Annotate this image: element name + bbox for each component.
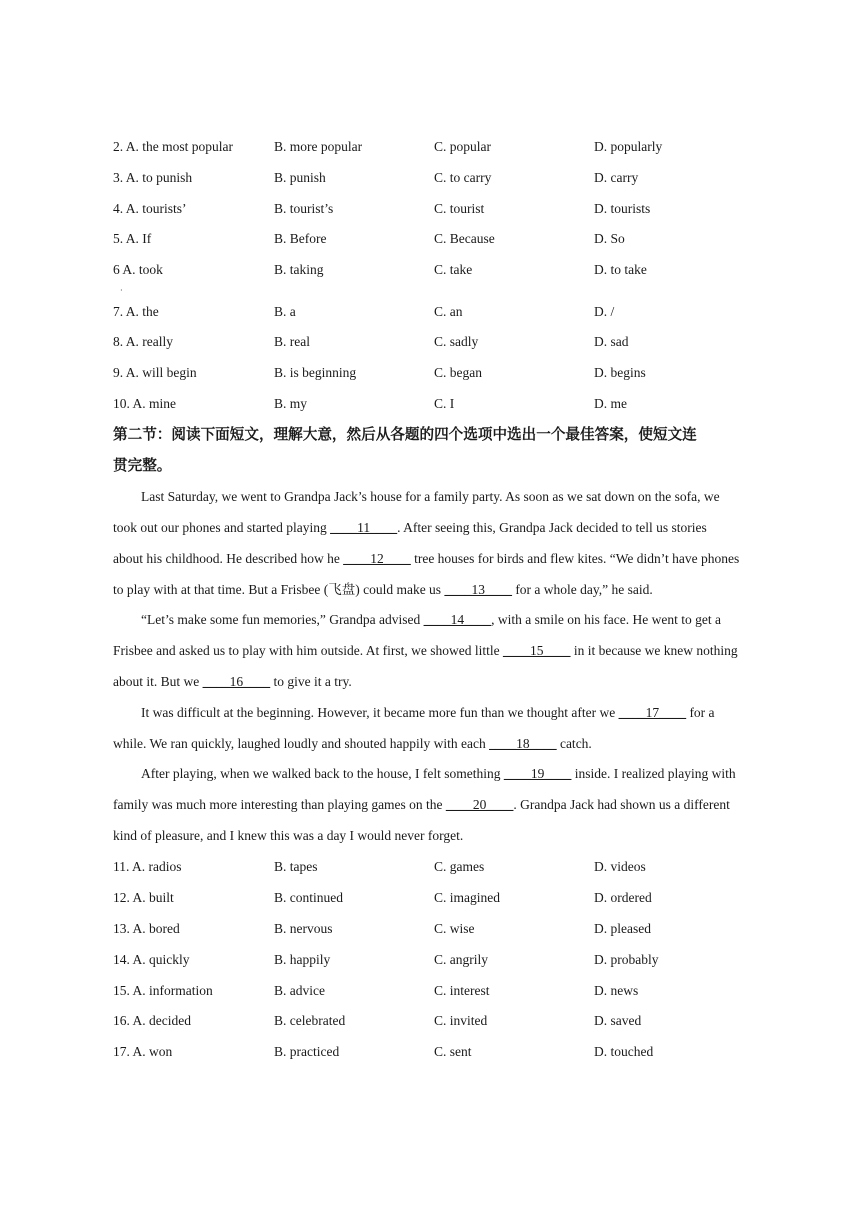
option-d: D. tourists bbox=[594, 201, 651, 216]
passage-text: while. We ran quickly, laughed loudly and shouted happily with each bbox=[113, 736, 490, 751]
question-16-options bbox=[113, 1011, 813, 1031]
option-c: C. imagined bbox=[434, 890, 500, 905]
option-c: C. sent bbox=[434, 1044, 472, 1059]
option-c: C. Because bbox=[434, 231, 495, 246]
option-a: 7. A. the bbox=[113, 304, 159, 319]
option-b: B. celebrated bbox=[274, 1013, 346, 1028]
question-7-options bbox=[113, 302, 813, 322]
option-d: D. videos bbox=[594, 859, 646, 874]
passage-text: Frisbee and asked us to play with him outside. At first, we showed little bbox=[113, 643, 503, 658]
option-b: B. practiced bbox=[274, 1044, 340, 1059]
blank-13: ____13____ bbox=[444, 582, 512, 597]
option-b: B. is beginning bbox=[274, 365, 357, 380]
question-3-options bbox=[113, 168, 813, 188]
passage-line bbox=[113, 672, 763, 692]
question-12-options bbox=[113, 888, 813, 908]
option-d: D. to take bbox=[594, 262, 647, 277]
option-b: B. real bbox=[274, 334, 310, 349]
option-d: D. touched bbox=[594, 1044, 654, 1059]
option-a: 11. A. radios bbox=[113, 859, 182, 874]
passage-text: catch. bbox=[556, 736, 592, 751]
option-a: 12. A. built bbox=[113, 890, 174, 905]
question-6-options bbox=[113, 260, 813, 280]
option-b: B. a bbox=[274, 304, 296, 319]
passage-text: , with a smile on his face. He went to get a bbox=[491, 612, 721, 627]
option-d: D. begins bbox=[594, 365, 646, 380]
option-a: 16. A. decided bbox=[113, 1013, 191, 1028]
option-c: C. began bbox=[434, 365, 482, 380]
passage-line bbox=[141, 703, 791, 723]
passage-text: . Grandpa Jack had shown us a different bbox=[513, 797, 730, 812]
passage-line bbox=[141, 487, 791, 507]
passage-text: for a bbox=[686, 705, 715, 720]
passage-text: about his childhood. He described how he bbox=[113, 551, 344, 566]
option-d: D. popularly bbox=[594, 139, 663, 154]
option-d: D. probably bbox=[594, 952, 659, 967]
option-b: B. more popular bbox=[274, 139, 363, 154]
question-11-options bbox=[113, 857, 813, 877]
blank-18: ____18____ bbox=[489, 736, 557, 751]
option-d: D. So bbox=[594, 231, 625, 246]
stray-dot: · bbox=[120, 286, 123, 295]
option-c: C. take bbox=[434, 262, 473, 277]
question-10-options bbox=[113, 394, 813, 414]
option-b: B. tapes bbox=[274, 859, 318, 874]
question-2-options bbox=[113, 137, 813, 157]
passage-text: took out our phones and started playing bbox=[113, 520, 331, 535]
option-a: 14. A. quickly bbox=[113, 952, 190, 967]
question-15-options bbox=[113, 981, 813, 1001]
passage-text: “Let’s make some fun memories,” Grandpa advised bbox=[141, 612, 424, 627]
option-c: C. to carry bbox=[434, 170, 492, 185]
option-c: C. games bbox=[434, 859, 485, 874]
option-c: C. wise bbox=[434, 921, 475, 936]
option-b: B. continued bbox=[274, 890, 343, 905]
passage-line bbox=[113, 734, 763, 754]
option-b: B. advice bbox=[274, 983, 325, 998]
passage-line bbox=[113, 518, 763, 538]
section-heading-line-1: 第二节：阅读下面短文，理解大意，然后从各题的四个选项中选出一个最佳答案，使短文连 bbox=[113, 426, 697, 443]
option-a: 3. A. to punish bbox=[113, 170, 193, 185]
option-d: D. me bbox=[594, 396, 627, 411]
passage-text: in it because we knew nothing bbox=[570, 643, 738, 658]
passage-line bbox=[113, 580, 763, 600]
option-d: D. news bbox=[594, 983, 639, 998]
option-b: B. Before bbox=[274, 231, 327, 246]
option-c: C. an bbox=[434, 304, 463, 319]
passage-text: inside. I realized playing with bbox=[571, 766, 736, 781]
passage-text: It was difficult at the beginning. However, it became more fun than we thought after we bbox=[141, 705, 619, 720]
passage-line bbox=[113, 795, 763, 815]
blank-20: ____20____ bbox=[445, 797, 514, 812]
question-9-options bbox=[113, 363, 813, 383]
option-c: C. sadly bbox=[434, 334, 479, 349]
passage-text: tree houses for birds and flew kites. “We didn’t have phones bbox=[410, 551, 740, 566]
blank-16: ____16____ bbox=[202, 674, 271, 689]
option-b: B. punish bbox=[274, 170, 326, 185]
blank-15: ____15____ bbox=[502, 643, 571, 658]
option-d: D. / bbox=[594, 304, 615, 319]
passage-line bbox=[141, 764, 791, 784]
passage-text: family was much more interesting than playing games on the bbox=[113, 797, 446, 812]
question-8-options bbox=[113, 332, 813, 352]
blank-11: ____11____ bbox=[330, 520, 398, 535]
passage-text: After playing, when we walked back to the house, I felt something bbox=[141, 766, 504, 781]
option-a: 17. A. won bbox=[113, 1044, 173, 1059]
option-d: D. pleased bbox=[594, 921, 651, 936]
option-c: C. interest bbox=[434, 983, 490, 998]
passage-text: . After seeing this, Grandpa Jack decided to tell us stories bbox=[397, 520, 707, 535]
option-a: 4. A. tourists’ bbox=[113, 201, 187, 216]
option-a: 6 A. took bbox=[113, 262, 163, 277]
passage-text: to play with at that time. But a Frisbee (飞盘) could make us bbox=[113, 582, 445, 597]
passage-text: kind of pleasure, and I knew this was a day I would never forget. bbox=[113, 828, 464, 843]
option-b: B. nervous bbox=[274, 921, 333, 936]
passage-line bbox=[113, 641, 763, 661]
option-c: C. tourist bbox=[434, 201, 485, 216]
option-b: B. taking bbox=[274, 262, 324, 277]
option-c: C. I bbox=[434, 396, 455, 411]
blank-12: ____12____ bbox=[343, 551, 411, 566]
passage-text: to give it a try. bbox=[270, 674, 352, 689]
option-a: 13. A. bored bbox=[113, 921, 180, 936]
passage-line bbox=[141, 610, 791, 630]
option-a: 9. A. will begin bbox=[113, 365, 197, 380]
passage-text: for a whole day,” he said. bbox=[511, 582, 653, 597]
option-a: 15. A. information bbox=[113, 983, 213, 998]
passage-line bbox=[113, 549, 763, 569]
option-a: 5. A. If bbox=[113, 231, 152, 246]
option-d: D. carry bbox=[594, 170, 639, 185]
option-c: C. popular bbox=[434, 139, 491, 154]
question-4-options bbox=[113, 199, 813, 219]
section-heading-line-2: 贯完整。 bbox=[113, 457, 172, 474]
blank-17: ____17____ bbox=[618, 705, 687, 720]
passage-text: about it. But we bbox=[113, 674, 203, 689]
option-b: B. tourist’s bbox=[274, 201, 334, 216]
option-c: C. angrily bbox=[434, 952, 488, 967]
option-b: B. my bbox=[274, 396, 308, 411]
blank-14: ____14____ bbox=[423, 612, 492, 627]
option-c: C. invited bbox=[434, 1013, 488, 1028]
question-17-options bbox=[113, 1042, 813, 1062]
question-14-options bbox=[113, 950, 813, 970]
option-a: 10. A. mine bbox=[113, 396, 176, 411]
question-5-options bbox=[113, 229, 813, 249]
blank-19: ____19____ bbox=[503, 766, 572, 781]
option-d: D. saved bbox=[594, 1013, 642, 1028]
question-13-options bbox=[113, 919, 813, 939]
option-b: B. happily bbox=[274, 952, 331, 967]
option-a: 8. A. really bbox=[113, 334, 173, 349]
option-d: D. sad bbox=[594, 334, 629, 349]
option-a: 2. A. the most popular bbox=[113, 139, 233, 154]
option-d: D. ordered bbox=[594, 890, 652, 905]
passage-line bbox=[113, 826, 763, 846]
passage-text: Last Saturday, we went to Grandpa Jack’s house for a family party. As soon as we sat down on the sofa, we bbox=[141, 489, 720, 504]
